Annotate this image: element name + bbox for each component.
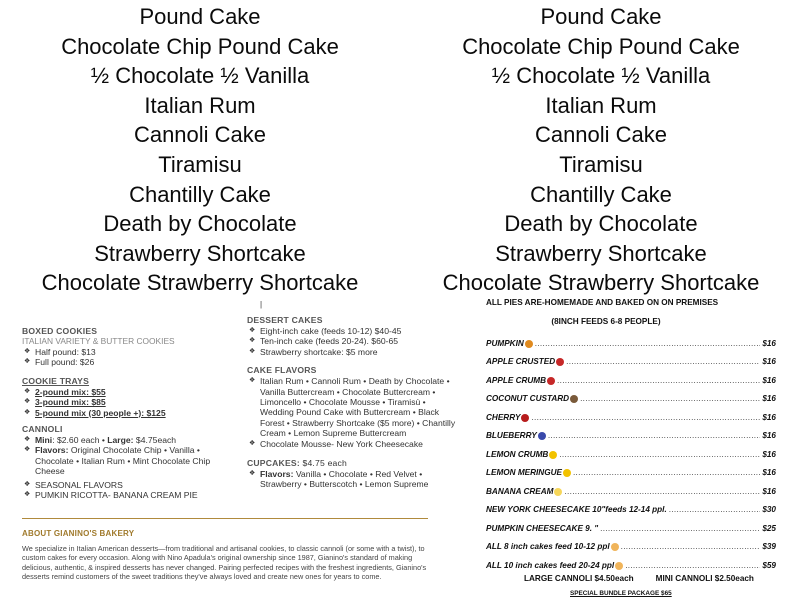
dessert-cakes-heading: DESSERT CAKES	[247, 315, 323, 325]
cannoli-flavors: Original Chocolate Chip • Vanilla • Chocolate • Italian Rum • Mint Chocolate Chip Cheese	[35, 445, 211, 477]
blueberry-icon	[538, 432, 546, 440]
cupcakes-heading	[247, 458, 457, 468]
cherry-icon	[521, 414, 529, 422]
list-item	[486, 496, 776, 515]
list-item	[486, 385, 776, 404]
pie-price: $16	[762, 431, 776, 440]
dot-leader	[625, 561, 760, 570]
mini-label: Mini	[35, 435, 53, 446]
list-item	[486, 459, 776, 478]
cookie-tray-option: 5-pound mix (30 people +): $125	[35, 407, 166, 418]
dot-leader	[600, 524, 760, 533]
about-divider	[22, 518, 428, 519]
cookie-tray-option: 3-pound mix: $85	[35, 397, 106, 408]
pie-price: $16	[762, 394, 776, 403]
list-item	[486, 329, 776, 348]
cupcake-flavors-label: Flavors:	[260, 469, 294, 480]
dot-leader	[566, 357, 760, 366]
cake-name: ½ Chocolate ½ Vanilla	[491, 63, 711, 89]
list-item	[486, 422, 776, 441]
dot-leader	[621, 542, 761, 551]
cupcakes-title: CUPCAKES:	[247, 458, 300, 469]
list-item: ❖ Full pound: $26	[35, 357, 237, 367]
dot-leader	[559, 450, 760, 459]
list-item: ❖ Strawberry shortcake: $5 more	[260, 347, 457, 357]
dessert-cakes-list	[247, 326, 457, 357]
divider-tick: |	[260, 300, 263, 309]
pies-subheading: (8INCH FEEDS 6-8 PEOPLE)	[551, 317, 661, 326]
pie-price: $39	[762, 542, 776, 551]
cake-name: Strawberry Shortcake	[495, 240, 707, 266]
list-item: ❖ Ten-inch cake (feeds 20-24). $60-65	[260, 336, 457, 346]
cake-name: Tiramisu	[158, 151, 242, 177]
dot-leader	[580, 394, 760, 403]
cake-name: Italian Rum	[144, 92, 256, 118]
dot-leader	[548, 431, 761, 440]
pie-name: APPLE CRUMB	[486, 375, 547, 385]
list-item	[35, 397, 237, 407]
pie-name: ALL 10 inch cakes feed 20-24 ppl	[486, 560, 615, 570]
list-item: ❖ Eight-inch cake (feeds 10-12) $40-45	[260, 326, 457, 336]
list-item: ❖ Italian Rum • Cannoli Rum • Death by Chocolate • Vanilla Buttercream • Chocolate Buttercream • Limoncello • Chocolate Mousse • Tiramisù • Wedding Pound Cake with Buttercream • Black Forest • Strawberry Shortcake ($5 more) • Chantilly Cream • Lemon Supreme Buttercream	[260, 376, 457, 438]
pie-price: $16	[762, 357, 776, 366]
pie-price: $16	[762, 486, 776, 496]
cupcakes-list	[247, 469, 457, 490]
cake-name: Cannoli Cake	[534, 122, 668, 148]
cupcakes-price: $4.75 each	[299, 458, 348, 469]
list-item	[35, 408, 237, 418]
pie-name: BLUEBERRY	[486, 431, 537, 440]
cake-icon	[611, 543, 619, 551]
list-item	[486, 477, 776, 496]
pie-name: PUMPKIN	[486, 338, 524, 348]
cannoli-list	[22, 435, 237, 477]
pie-name: NEW YORK CHEESECAKE 10"feeds 12-14 ppl.	[486, 505, 667, 514]
pie-price: $16	[762, 468, 776, 477]
dot-leader	[535, 339, 761, 348]
dot-leader	[564, 487, 760, 496]
about-text: We specialize in Italian American desserts—from traditional and artisanal cookies, to classic cannoli (or some with a twist), to custom cakes for every occasion. Along with Nino Apadula's original ownership since 1987, Gianino's standard of making delicious, authentic, & inspired desserts has never changed. Pairing perfected recipes with the freshest ingredients, Gianino's desserts remind customers of the sweet traditions they've always loved and create new ones for years to come.	[22, 544, 427, 582]
pie-name: BANANA CREAM	[486, 486, 554, 496]
list-item: ❖ SEASONAL FLAVORS	[35, 480, 237, 490]
cake-name: Italian Rum	[545, 92, 657, 118]
large-label: Large:	[107, 435, 134, 446]
dot-leader	[557, 376, 760, 385]
list-item	[486, 533, 776, 552]
large-price: $4.75each	[133, 435, 177, 446]
pie-rows	[486, 329, 776, 570]
pies-price-list	[486, 297, 776, 570]
list-item	[35, 445, 237, 476]
mini-cannoli-price: MINI CANNOLI $2.50each	[655, 574, 754, 583]
pie-price: $25	[762, 523, 776, 533]
cake-name: Chantilly Cake	[129, 181, 271, 207]
large-cannoli-price: LARGE CANNOLI $4.50each	[524, 574, 634, 583]
pie-price: $16	[762, 412, 776, 422]
dot-leader	[669, 505, 761, 514]
pie-name: LEMON MERINGUE	[486, 468, 562, 477]
cake-name: Chocolate Chip Pound Cake	[61, 33, 339, 59]
cake-flavors-heading: CAKE FLAVORS	[247, 365, 317, 376]
cake-flavors-list	[247, 376, 457, 449]
apple-icon	[547, 377, 555, 385]
boxed-cookies-list	[22, 347, 237, 368]
apple-icon	[556, 358, 564, 366]
about-heading: ABOUT GIANINO'S BAKERY	[22, 529, 135, 538]
pie-name: CHERRY	[486, 412, 521, 422]
flavors-label: Flavors:	[35, 445, 69, 456]
list-item: ❖ Half pound: $13	[35, 347, 237, 357]
coconut-icon	[570, 395, 578, 403]
cannoli-prices	[524, 574, 754, 583]
cake-name: Tiramisu	[559, 151, 643, 177]
pie-name: APPLE CRUSTED	[486, 357, 556, 366]
cannoli-heading: CANNOLI	[22, 424, 63, 435]
cookie-trays-heading: COOKIE TRAYS	[22, 375, 90, 386]
pie-name: ALL 8 inch cakes feed 10-12 ppl	[486, 542, 610, 551]
cake-name: ½ Chocolate ½ Vanilla	[90, 63, 310, 89]
cookie-trays-list	[22, 387, 237, 418]
mini-price: : $2.60 each •	[52, 435, 108, 446]
cake-list-right	[401, 2, 800, 298]
pie-price: $30	[762, 505, 776, 514]
list-item	[486, 403, 776, 422]
seasonal-list	[22, 480, 237, 501]
pie-name: COCONUT CUSTARD	[486, 394, 570, 403]
list-item	[486, 440, 776, 459]
cookie-tray-option: 2-pound mix: $55	[35, 386, 106, 397]
cake-name: Strawberry Shortcake	[94, 240, 306, 266]
list-item	[486, 348, 776, 367]
boxed-cookies-subtitle: ITALIAN VARIETY & BUTTER COOKIES	[22, 336, 175, 346]
cupcake-flavors: Vanilla • Chocolate • Red Velvet • Strawberry • Butterscotch • Lemon Supreme	[260, 469, 429, 490]
list-item: ❖ Chocolate Mousse- New York Cheesecake	[260, 439, 457, 449]
middle-menu-column	[247, 309, 457, 490]
pie-price: $59	[762, 560, 776, 570]
list-item	[486, 551, 776, 570]
pies-heading: ALL PIES ARE-HOMEMADE AND BAKED ON ON PREMISES	[486, 298, 719, 307]
list-item	[260, 469, 457, 490]
left-menu-column	[22, 320, 237, 500]
list-item	[486, 514, 776, 533]
pie-name: LEMON CRUMB	[486, 449, 549, 459]
list-item	[35, 387, 237, 397]
cake-name: Chantilly Cake	[530, 181, 672, 207]
cake-icon	[615, 562, 623, 570]
cake-name: Cannoli Cake	[133, 122, 267, 148]
dot-leader	[573, 468, 760, 477]
banana-icon	[554, 488, 562, 496]
boxed-cookies-heading: BOXED COOKIES	[22, 326, 98, 336]
cake-name: Pound Cake	[139, 4, 261, 29]
pumpkin-icon	[525, 340, 533, 348]
cake-name: Death by Chocolate	[504, 211, 698, 237]
dot-leader	[531, 413, 760, 422]
pie-price: $16	[762, 449, 776, 459]
list-item	[35, 435, 237, 445]
cake-name: Chocolate Strawberry Shortcake	[442, 270, 760, 296]
cake-name: Chocolate Strawberry Shortcake	[41, 270, 359, 296]
cake-name: Death by Chocolate	[103, 211, 297, 237]
cake-name: Chocolate Chip Pound Cake	[462, 33, 740, 59]
lemon-icon	[563, 469, 571, 477]
list-item	[486, 366, 776, 385]
cake-name: Pound Cake	[540, 4, 662, 29]
pie-price: $16	[762, 338, 776, 348]
lemon-icon	[549, 451, 557, 459]
pie-name: PUMPKIN CHEESECAKE 9. "	[486, 523, 599, 533]
special-bundle: SPECIAL BUNDLE PACKAGE $65	[570, 590, 672, 597]
pie-price: $16	[762, 375, 776, 385]
cake-list-left	[0, 2, 400, 298]
list-item: ❖ PUMKIN RICOTTA- BANANA CREAM PIE	[35, 490, 237, 500]
